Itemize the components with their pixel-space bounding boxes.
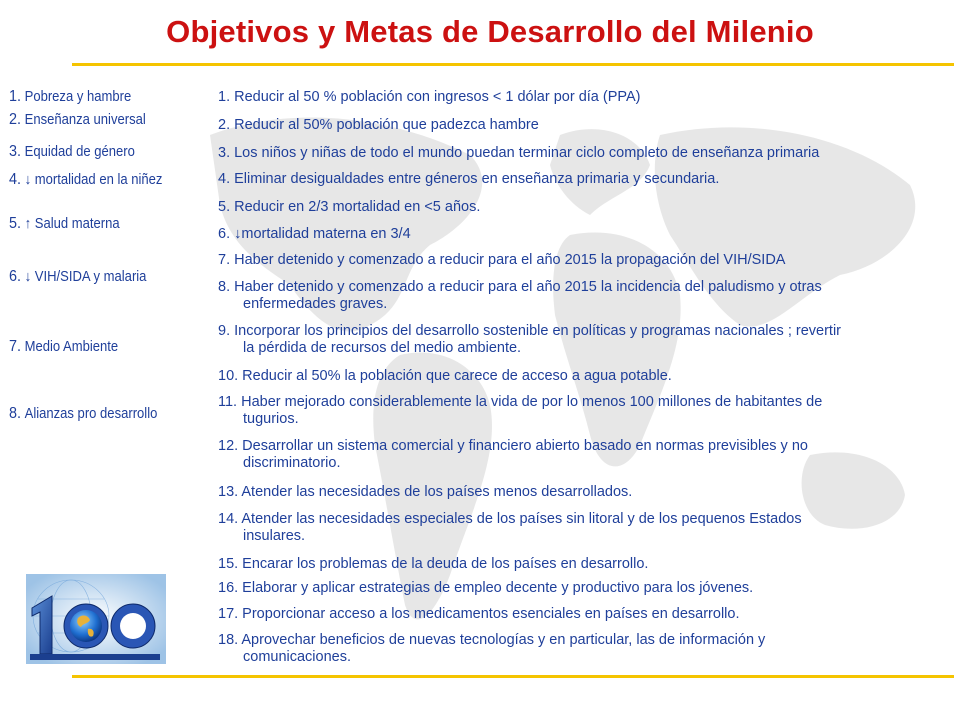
goal-item: [9, 215, 120, 233]
target-item: [218, 117, 938, 134]
target-item: [218, 632, 938, 666]
goal-number: 8.: [9, 405, 22, 422]
target-text: 14. Atender las necesidades especiales de los países sin litoral y de los pequenos Estados: [218, 511, 802, 527]
target-text: 1. Reducir al 50 % población con ingresos < 1 dólar por día (PPA): [218, 89, 641, 105]
target-text: 6. ↓mortalidad materna en 3/4: [218, 226, 411, 242]
target-item: [218, 580, 938, 597]
target-item: [218, 394, 938, 428]
target-text-continued: la pérdida de recursos del medio ambiente.: [243, 340, 522, 356]
globe-icon: [70, 610, 102, 642]
target-text: 2. Reducir al 50% población que padezca hambre: [218, 117, 539, 133]
goal-item: [9, 405, 157, 423]
goal-number: 7.: [9, 338, 22, 355]
target-text: 7. Haber detenido y comenzado a reducir para el año 2015 la propagación del VIH/SIDA: [218, 252, 786, 268]
goal-item: [9, 171, 162, 189]
page-title: Objetivos y Metas de Desarrollo del Milenio: [166, 14, 814, 49]
goal-number: 1.: [9, 88, 22, 105]
target-text-continued: comunicaciones.: [243, 649, 351, 665]
target-text: 11. Haber mejorado considerablemente la vida de por lo menos 100 millones de habitantes de: [218, 394, 823, 410]
target-text: 9. Incorporar los principios del desarrollo sostenible en políticas y programas nacionales ; revertir: [218, 323, 841, 339]
target-text: 18. Aprovechar beneficios de nuevas tecnologías y en particular, las de información y: [218, 632, 766, 648]
goal-item: [9, 268, 146, 286]
target-item: [218, 252, 938, 269]
target-text: 5. Reducir en 2/3 mortalidad en <5 años.: [218, 199, 481, 215]
target-text: 10. Reducir al 50% la población que carece de acceso a agua potable.: [218, 368, 672, 384]
target-item: [218, 199, 938, 216]
target-item: [218, 279, 938, 313]
target-item: [218, 89, 938, 106]
bottom-rule: [72, 675, 954, 678]
goal-number: 2.: [9, 111, 22, 128]
target-item: [218, 438, 938, 472]
goal-label: Medio Ambiente: [24, 339, 119, 355]
target-text-continued: insulares.: [243, 528, 306, 544]
goal-item: [9, 111, 146, 129]
goal-label: Alianzas pro desarrollo: [24, 406, 158, 422]
target-text: 17. Proporcionar acceso a los medicamentos esenciales en países en desarrollo.: [218, 606, 740, 622]
goal-number: 6.: [9, 268, 22, 285]
target-item: [218, 484, 938, 501]
target-text: 13. Atender las necesidades de los países menos desarrollados.: [218, 484, 633, 500]
target-text: 16. Elaborar y aplicar estrategias de empleo decente y productivo para los jóvenes.: [218, 580, 754, 596]
target-item: [218, 556, 938, 573]
goal-label: ↑ Salud materna: [24, 216, 120, 232]
target-item: [218, 171, 938, 188]
target-item: [218, 145, 938, 162]
target-text: 8. Haber detenido y comenzado a reducir para el año 2015 la incidencia del paludismo y otras: [218, 279, 822, 295]
target-item: [218, 226, 938, 243]
target-text: 3. Los niños y niñas de todo el mundo puedan terminar ciclo completo de enseñanza primaria: [218, 145, 820, 161]
goal-item: [9, 338, 118, 356]
target-text-continued: enfermedades graves.: [243, 296, 388, 312]
goal-item: [9, 143, 135, 161]
target-text: 15. Encarar los problemas de la deuda de los países en desarrollo.: [218, 556, 649, 572]
goal-label: Equidad de género: [24, 144, 135, 160]
goal-label: Pobreza y hambre: [24, 89, 132, 105]
target-item: [218, 606, 938, 623]
logo-100: [26, 574, 166, 664]
goal-label: ↓ mortalidad en la niñez: [24, 172, 163, 188]
goal-label: Enseñanza universal: [24, 112, 146, 128]
goal-item: [9, 88, 131, 106]
target-item: [218, 368, 938, 385]
target-text-continued: tugurios.: [243, 411, 299, 427]
target-item: [218, 323, 938, 357]
target-item: [218, 511, 938, 545]
goal-number: 4.: [9, 171, 22, 188]
goal-label: ↓ VIH/SIDA y malaria: [24, 269, 147, 285]
goal-number: 5.: [9, 215, 22, 232]
target-text: 12. Desarrollar un sistema comercial y financiero abierto basado en normas previsibles y no: [218, 438, 808, 454]
target-text: 4. Eliminar desigualdades entre géneros en enseñanza primaria y secundaria.: [218, 171, 720, 187]
target-text-continued: discriminatorio.: [243, 455, 341, 471]
goal-number: 3.: [9, 143, 22, 160]
title-underline: [72, 63, 954, 66]
